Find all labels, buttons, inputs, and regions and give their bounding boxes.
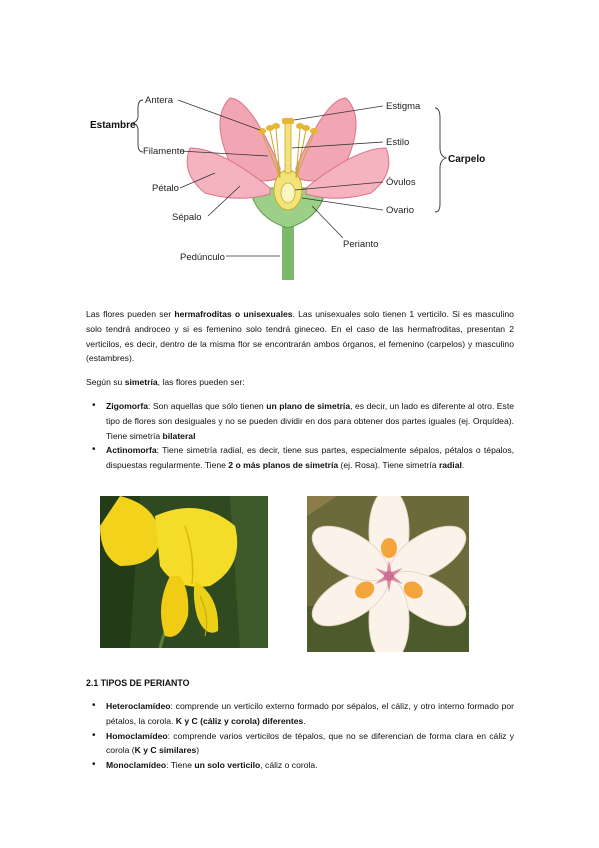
symmetry-list-container xyxy=(86,399,514,473)
paragraph-symmetry xyxy=(86,375,514,390)
list-item-heteroclamideo xyxy=(86,699,514,729)
text-run: Las flores pueden ser xyxy=(86,309,175,319)
bold-run: radial xyxy=(438,460,462,471)
photo-zygomorphic-flower xyxy=(100,496,268,648)
flower-diagram-svg xyxy=(80,78,520,293)
text-run: ) xyxy=(196,745,200,756)
label-petalo: Pétalo xyxy=(152,183,179,194)
bold-run: K y C (cáliz y corola) diferentes xyxy=(175,715,304,726)
photo-actinomorphic-flower xyxy=(307,496,469,652)
bold-run: Actinomorfa xyxy=(106,445,157,456)
label-ovulos: Óvulos xyxy=(386,177,416,188)
ovules xyxy=(281,183,295,203)
bold-run: 2 o más planos de simetría xyxy=(228,460,339,471)
text-run: . Las unisexuales solo tienen 1 verticilo. Si es masculino solo tendrá androceo y si es femenino solo tendrá gineceo. En el caso de las hermafroditas, presentan 2 verticilos, es decir, dentro de la misma flor se encontrarán ambos órganos, el femenino (carpelos) y masculino (estambres). xyxy=(86,309,514,364)
symmetry-intro xyxy=(86,375,514,390)
text-run: (ej. Rosa). Tiene simetría xyxy=(338,460,439,471)
bold-run: bilateral xyxy=(162,430,196,441)
photo-actinomorphic-svg xyxy=(307,496,469,652)
perianth-list xyxy=(86,699,514,773)
text-run: : comprende varios verticilos de tépalos, que no se diferencian de forma clara en cáliz y corola ( xyxy=(106,730,514,756)
list-item-zigomorfa xyxy=(86,399,514,443)
style xyxy=(285,123,291,173)
bold-run: simetría xyxy=(124,377,158,387)
bold-run: Homoclamídeo xyxy=(106,730,168,741)
bold-run: Monoclamídeo xyxy=(106,760,167,771)
bold-run: hermafroditas o unisexuales xyxy=(174,309,293,319)
bold-run: Zigomorfa xyxy=(106,401,149,411)
bracket-carpelo xyxy=(435,108,446,212)
label-estigma: Estigma xyxy=(386,101,421,112)
list-item-homoclamideo xyxy=(86,729,514,759)
label-estilo: Estilo xyxy=(386,137,410,148)
text-run: . xyxy=(303,715,306,726)
text-run: , las flores pueden ser: xyxy=(157,377,245,387)
photo-zygomorphic-svg xyxy=(100,496,268,648)
symmetry-list xyxy=(86,399,514,473)
text-run: . xyxy=(461,460,465,471)
label-filamento: Filamento xyxy=(143,146,185,157)
paragraph-hermaphrodite xyxy=(86,307,514,366)
label-carpelo: Carpelo xyxy=(448,154,486,165)
text-run: , cáliz o corola. xyxy=(260,760,318,771)
stigma xyxy=(282,118,294,124)
bold-run: K y C similares xyxy=(134,745,197,756)
text-run: Según su xyxy=(86,377,125,387)
label-perianto: Perianto xyxy=(343,239,379,250)
text-run: : Tiene simetría radial, es decir, tiene sus partes, especialmente sépalos, pétalos o tépalos, dispuestas regularmente. Tiene xyxy=(106,445,514,471)
text-run: , es decir, un lado es diferente al otro. Este tipo de flores son desiguales y no se pueden dividir en dos para obtener dos partes iguales (ej. Orquídea). Tiene simetría xyxy=(106,401,514,441)
label-ovario: Ovario xyxy=(386,205,414,216)
label-estambre: Estambre xyxy=(90,120,136,131)
list-item-monoclamideo xyxy=(86,758,514,773)
label-sepalo: Sépalo xyxy=(172,212,202,223)
text-run: : comprende un verticilo externo formado por sépalos, el cáliz, y otro interno formado por pétalos, la corola. xyxy=(106,701,514,726)
bold-run: Heteroclamídeo xyxy=(106,701,171,711)
intro-paragraph xyxy=(86,307,514,366)
flower-diagram xyxy=(80,78,520,293)
label-antera: Antera xyxy=(145,95,173,106)
perianth-list-container xyxy=(86,699,514,773)
bold-run: un plano de simetría xyxy=(266,401,351,411)
text-run: : Son aquellas que sólo tienen xyxy=(148,401,267,411)
label-pedunculo: Pedúnculo xyxy=(180,252,225,263)
list-item-actinomorfa xyxy=(86,443,514,473)
text-run: : Tiene xyxy=(166,760,195,771)
bold-run: un solo verticilo xyxy=(194,760,261,771)
section-title-perianth: 2.1 TIPOS DE PERIANTO xyxy=(86,678,190,688)
